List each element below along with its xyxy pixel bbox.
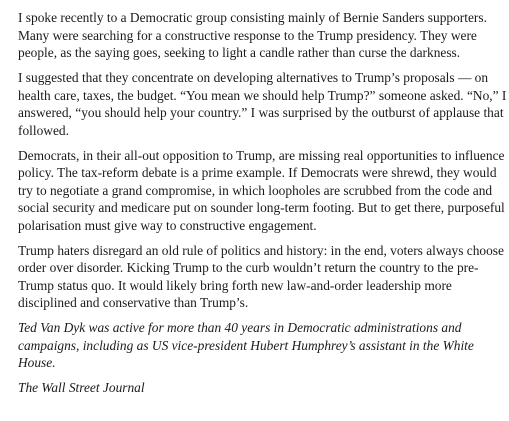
article-paragraph: I spoke recently to a Democratic group consisting mainly of Bernie Sanders supporters. Many were searching for a constructive response to the Trump presidency. They were people, as the saying goes, seeking to light a candle rather than curse the darkness.: [18, 10, 487, 60]
article-body: [18, 9, 508, 404]
article-paragraph: Democrats, in their all-out opposition to Trump, are missing real opportunities to influence policy. The tax-reform debate is a prime example. If Democrats were shrewd, they would try to negotiate a grand compromise, in which loopholes are scrubbed from the code and social security and medicare put on sounder long-term footing. But to get there, purposeful polarisation must give way to constructive engagement.: [18, 147, 505, 233]
publication-source: The Wall Street Journal: [18, 380, 145, 395]
article-paragraph: Trump haters disregard an old rule of politics and history: in the end, voters always choose order over disorder. Kicking Trump to the curb wouldn’t return the country to the pre-Trump status quo. It would likely bring forth new law-and-order leadership more disciplined and conservative than Trump’s.: [18, 242, 504, 310]
author-bio: Ted Van Dyk was active for more than 40 years in Democratic administrations and campaigns, including as US vice-president Hubert Humphrey’s assistant in the White House.: [18, 320, 474, 370]
article-paragraph: I suggested that they concentrate on developing alternatives to Trump’s proposals — on health care, taxes, the budget. “You mean we should help Trump?” someone asked. “No,” I answered, “you should help your country.” I was surprised by the outburst of applause that followed.: [18, 70, 507, 138]
